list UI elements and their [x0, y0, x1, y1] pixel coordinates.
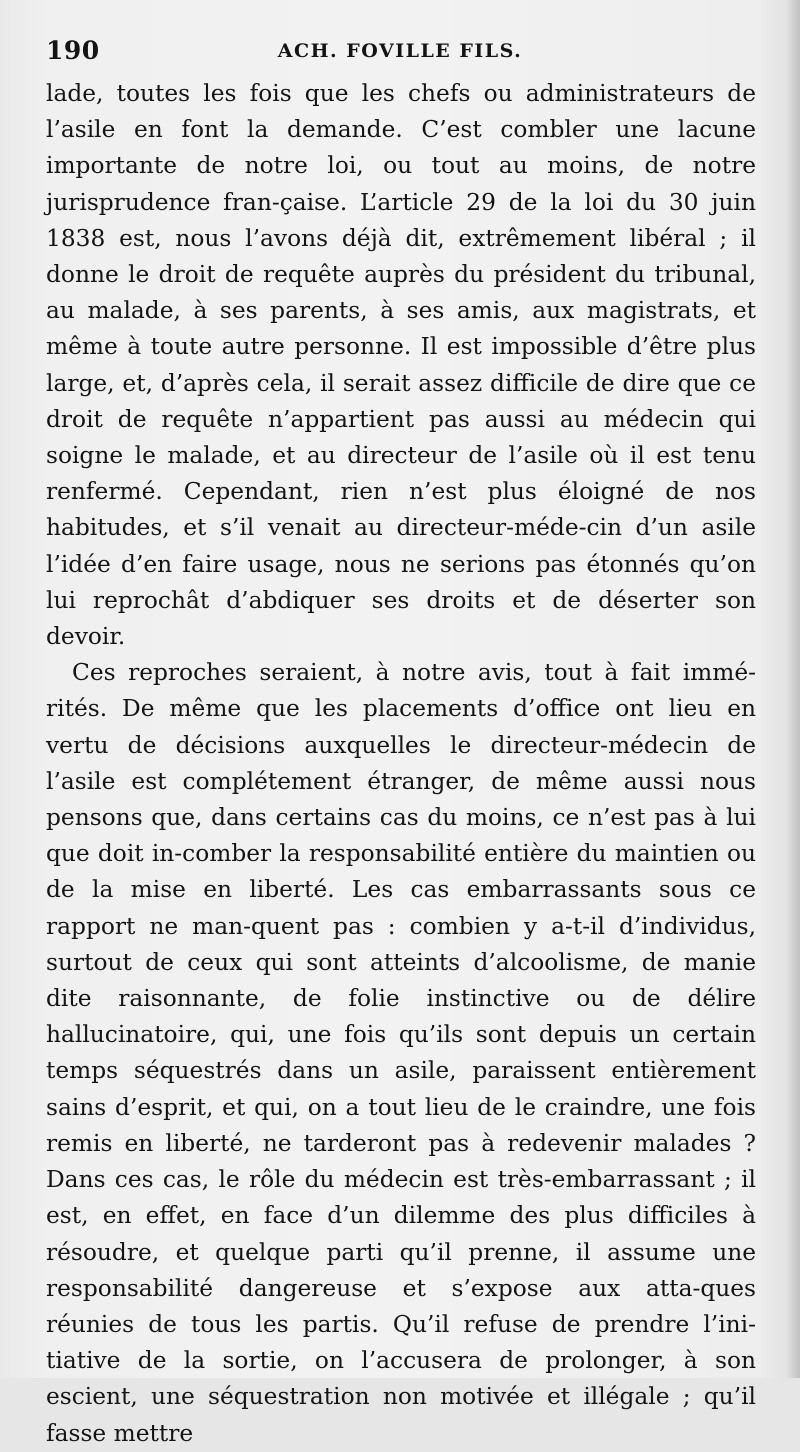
- body-text: [46, 76, 756, 1452]
- paragraph-continued: lade, toutes les fois que les chefs ou administrateurs de l’asile en font la demande. C’est combler une lacune importante de notre loi, ou tout au moins, de notre jurisprudence fran-çaise. L’article 29 de la loi du 30 juin 1838 est, nous l’avons déjà dit, extrêmement libéral ; il donne le droit de requête auprès du président du tribunal, au malade, à ses parents, à ses amis, aux magistrats, et même à toute autre personne. Il est impossible d’être plus large, et, d’après cela, il serait assez difficile de dire que ce droit de requête n’appartient pas aussi au médecin qui soigne le malade, et au directeur de l’asile où il est tenu renfermé. Cependant, rien n’est plus éloigné de nos habitudes, et s’il venait au directeur-méde-cin d’un asile l’idée d’en faire usage, nous ne serions pas étonnés qu’on lui reprochât d’abdiquer ses droits et de déserter son devoir.: [46, 80, 756, 651]
- running-head: ACH. FOVILLE FILS.: [277, 40, 523, 62]
- page-header: [46, 36, 754, 72]
- page-number: 190: [46, 36, 100, 65]
- paragraph: Ces reproches seraient, à notre avis, tout à fait immé-rités. De même que les placements d’office ont lieu en vertu de décisions auxquelles le directeur-médecin de l’asile est complétement étranger, de même aussi nous pensons que, dans certains cas du moins, ce n’est pas à lui que doit in-comber la responsabilité entière du maintien ou de la mise en liberté. Les cas embarrassants sous ce rapport ne man-quent pas : combien y a-t-il d’individus, surtout de ceux qui sont atteints d’alcoolisme, de manie dite raisonnante, de folie instinctive ou de délire hallucinatoire, qui, une fois qu’ils sont depuis un certain temps séquestrés dans un asile, paraissent entièrement sains d’esprit, et qui, on a tout lieu de le craindre, une fois remis en liberté, ne tarderont pas à redevenir malades ? Dans ces cas, le rôle du médecin est très-embarrassant ; il est, en effet, en face d’un dilemme des plus difficiles à résoudre, et quelque parti qu’il prenne, il assume une responsabilité dangereuse et s’expose aux atta-ques réunies de tous les partis. Qu’il refuse de prendre l’ini-tiative de la sortie, on l’accusera de prolonger, à son escient, une séquestration non motivée et illégale ; qu’il fasse mettre: [46, 659, 756, 1447]
